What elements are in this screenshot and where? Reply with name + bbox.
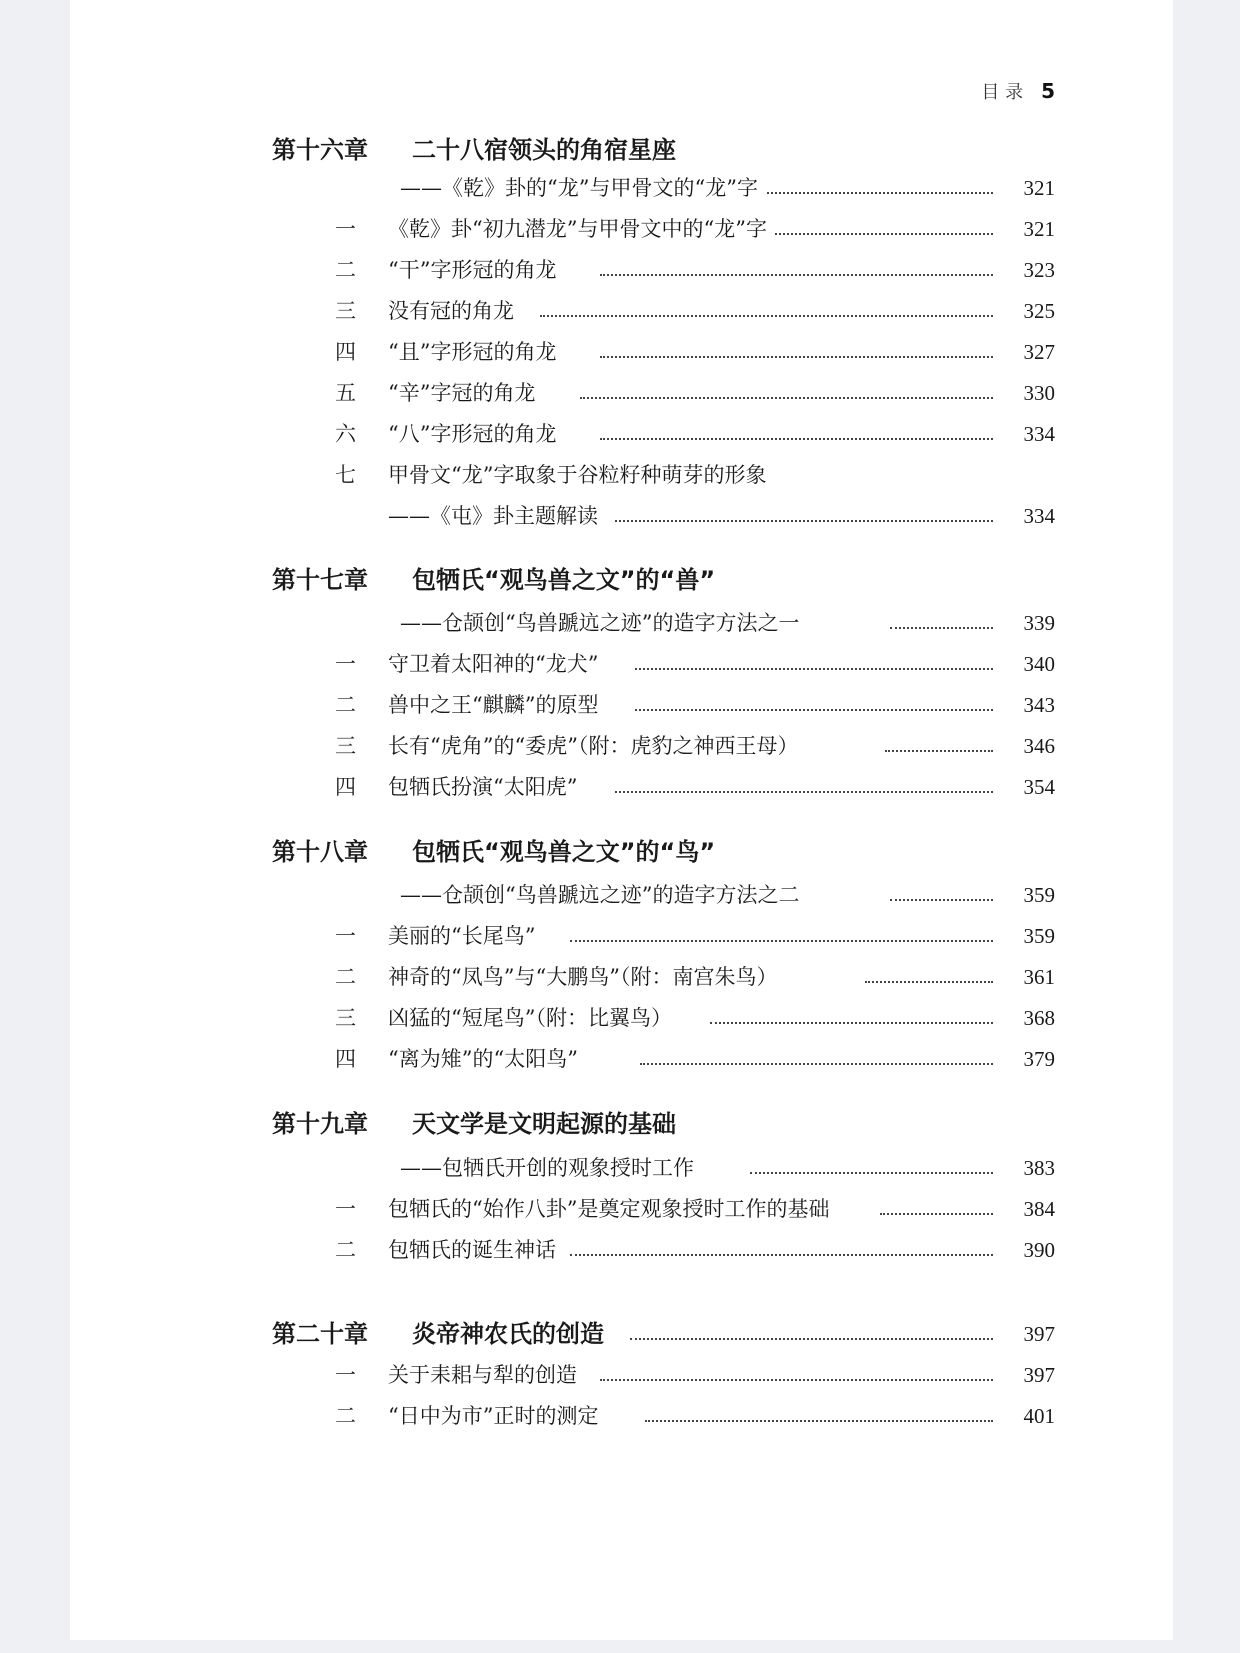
toc-entry [70, 293, 1173, 329]
toc-page: 368 [1023, 1006, 1055, 1030]
toc-entry [70, 769, 1173, 805]
toc-page: 379 [1023, 1047, 1055, 1071]
chapter-heading [70, 1106, 1173, 1142]
section-title: 甲骨文“龙”字取象于谷粒籽种萌芽的形象 [388, 457, 774, 493]
section-title: 包牺氏扮演“太阳虎” [388, 769, 585, 805]
chapter-title: 包牺氏“观鸟兽之文”的“鸟” [412, 838, 716, 866]
chapter-title: 包牺氏“观鸟兽之文”的“兽” [412, 566, 716, 594]
section-title: 关于耒耜与犁的创造 [388, 1357, 585, 1393]
chapter-heading [70, 132, 1173, 168]
section-title: 神奇的“凤鸟”与“大鹏鸟”（附：南宫朱鸟） [388, 959, 785, 995]
toc-page: 361 [1023, 965, 1055, 989]
chapter-number: 第十九章 [272, 1110, 368, 1138]
toc-page: 390 [1023, 1238, 1055, 1262]
chapter-title: 炎帝神农氏的创造 [412, 1320, 604, 1348]
toc-page: 330 [1023, 381, 1055, 405]
chapter-subtitle-line [70, 1150, 1173, 1186]
section-title: 美丽的“长尾鸟” [388, 918, 543, 954]
toc-entry [70, 457, 1173, 493]
section-number: 四 [335, 340, 356, 364]
toc-page: 327 [1023, 340, 1055, 364]
toc-page: 384 [1023, 1197, 1055, 1221]
section-title: “八”字形冠的角龙 [388, 416, 564, 452]
page-number: 5 [1041, 79, 1055, 103]
section-number: 一 [335, 1197, 356, 1221]
toc-entry [70, 918, 1173, 954]
chapter-subtitle: ——包牺氏开创的观象授时工作 [400, 1150, 702, 1186]
chapter-title: 天文学是文明起源的基础 [412, 1110, 676, 1138]
section-number: 五 [335, 381, 356, 405]
section-number: 六 [335, 422, 356, 446]
toc-page: 343 [1023, 693, 1055, 717]
chapter-subtitle: ——仓颉创“鸟兽蹏迒之迹”的造字方法之一 [400, 605, 807, 641]
toc-page: 346 [1023, 734, 1055, 758]
chapter-subtitle-line [70, 170, 1173, 206]
section-title: 兽中之王“麒麟”的原型 [388, 687, 606, 723]
chapter-subtitle: ——《乾》卦的“龙”与甲骨文的“龙”字 [400, 170, 766, 206]
chapter-heading [70, 834, 1173, 870]
section-number: 二 [335, 1238, 356, 1262]
section-title: 长有“虎角”的“委虎”（附：虎豹之神西王母） [388, 728, 806, 764]
section-title: “且”字形冠的角龙 [388, 334, 564, 370]
section-title: 包牺氏的诞生神话 [388, 1232, 564, 1268]
toc-entry [70, 1191, 1173, 1227]
toc-entry [70, 646, 1173, 682]
toc-page: 339 [1023, 611, 1055, 635]
chapter-heading [70, 562, 1173, 598]
toc-page: 334 [1023, 422, 1055, 446]
toc-entry [70, 1232, 1173, 1268]
toc-entry [70, 1041, 1173, 1077]
section-title: ——《屯》卦主题解读 [388, 498, 606, 534]
chapter-heading [70, 1316, 1173, 1352]
section-title: 包牺氏的“始作八卦”是奠定观象授时工作的基础 [388, 1191, 837, 1227]
section-title: “干”字形冠的角龙 [388, 252, 564, 288]
section-number: 二 [335, 1404, 356, 1428]
chapter-title: 二十八宿领头的角宿星座 [412, 136, 676, 164]
toc-entry [70, 959, 1173, 995]
chapter-subtitle: ——仓颉创“鸟兽蹏迒之迹”的造字方法之二 [400, 877, 807, 913]
section-number: 三 [335, 734, 356, 758]
toc-page: 323 [1023, 258, 1055, 282]
toc-entry [70, 1000, 1173, 1036]
toc-page: 359 [1023, 883, 1055, 907]
book-page [70, 0, 1173, 1640]
toc-entry [70, 334, 1173, 370]
section-title: 守卫着太阳神的“龙犬” [388, 646, 606, 682]
section-number: 一 [335, 217, 356, 241]
toc-entry [70, 498, 1173, 534]
section-title: 没有冠的角龙 [388, 293, 522, 329]
running-header [981, 78, 1055, 104]
chapter-number: 第二十章 [272, 1320, 368, 1348]
section-title: 《乾》卦“初九潜龙”与甲骨文中的“龙”字 [388, 211, 775, 247]
section-number: 七 [335, 463, 356, 487]
section-number: 一 [335, 924, 356, 948]
section-number: 四 [335, 775, 356, 799]
chapter-subtitle-line [70, 605, 1173, 641]
toc-entry [70, 1398, 1173, 1434]
toc-entry [70, 728, 1173, 764]
toc-entry [70, 375, 1173, 411]
section-number: 一 [335, 1363, 356, 1387]
section-number: 一 [335, 652, 356, 676]
toc-entry [70, 211, 1173, 247]
toc-page: 321 [1023, 217, 1055, 241]
section-title: “离为雉”的“太阳鸟” [388, 1041, 586, 1077]
toc-page: 359 [1023, 924, 1055, 948]
section-number: 二 [335, 258, 356, 282]
section-number: 四 [335, 1047, 356, 1071]
toc-entry [70, 416, 1173, 452]
toc-page: 340 [1023, 652, 1055, 676]
chapter-number: 第十八章 [272, 838, 368, 866]
section-number: 二 [335, 693, 356, 717]
toc-page: 334 [1023, 504, 1055, 528]
toc-page: 354 [1023, 775, 1055, 799]
section-number: 二 [335, 965, 356, 989]
toc-page: 401 [1023, 1404, 1055, 1428]
toc-entry [70, 687, 1173, 723]
section-number: 三 [335, 1006, 356, 1030]
section-title: 凶猛的“短尾鸟”（附：比翼鸟） [388, 1000, 680, 1036]
chapter-number: 第十六章 [272, 136, 368, 164]
toc-page: 397 [1023, 1322, 1055, 1346]
chapter-subtitle-line [70, 877, 1173, 913]
header-label: 目 录 [981, 82, 1024, 103]
section-number: 三 [335, 299, 356, 323]
section-title: “辛”字冠的角龙 [388, 375, 543, 411]
toc-page: 325 [1023, 299, 1055, 323]
toc-entry [70, 1357, 1173, 1393]
toc-entry [70, 252, 1173, 288]
toc-page: 383 [1023, 1156, 1055, 1180]
toc-page: 397 [1023, 1363, 1055, 1387]
chapter-number: 第十七章 [272, 566, 368, 594]
toc-page: 321 [1023, 176, 1055, 200]
section-title: “日中为市”正时的测定 [388, 1398, 606, 1434]
